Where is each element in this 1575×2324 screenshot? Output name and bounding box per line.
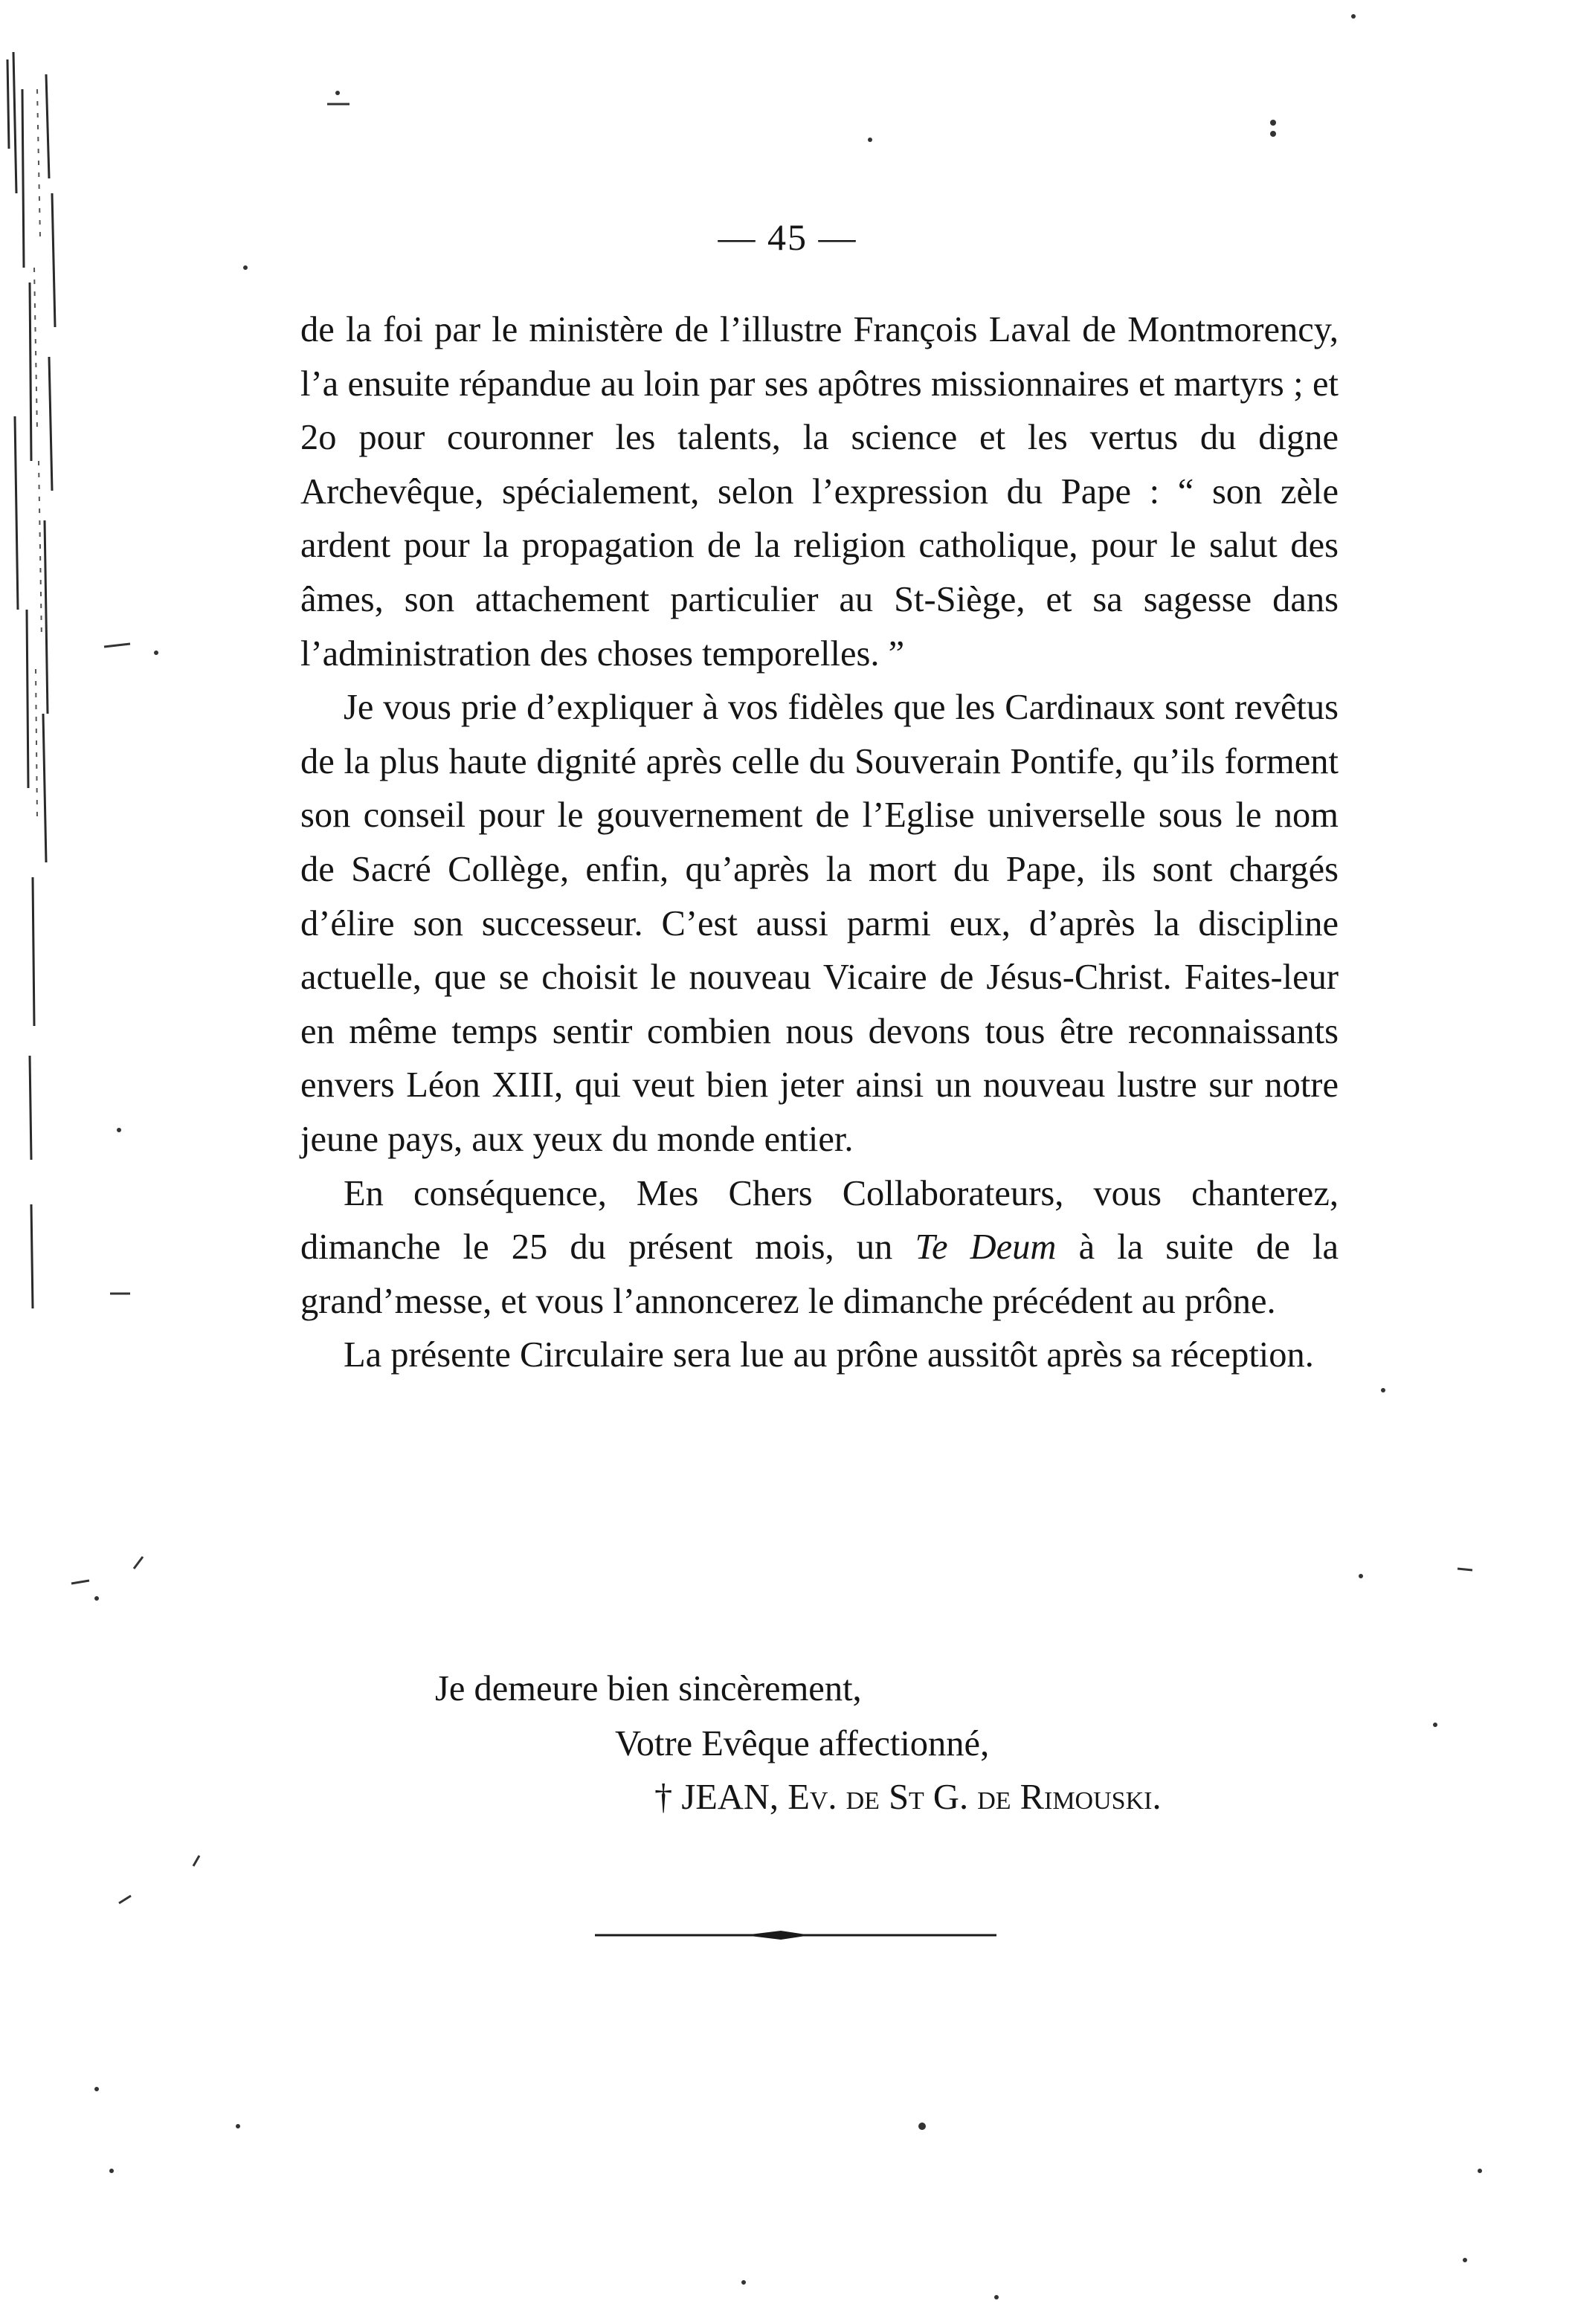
- paragraph-1: de la foi par le ministère de l’illustre François Laval de Montmorency, l’a ensuite répandue au loin par ses apôtres missionnaires et martyrs ; et 2o pour couronner les talents, la science et les vertus du digne Archevêque, spécialement, selon l’expression du Pape : “ son zèle ardent pour la propagation de la religion catholique, pour le salut des âmes, son attachement particulier au St-Siège, et sa sagesse dans l’administration des choses temporelles. ”: [300, 310, 1339, 674]
- signature-title: Ev. de St G. de Rimouski.: [788, 1778, 1162, 1817]
- closing-line-1: Je demeure bien sincèrement,: [435, 1669, 862, 1708]
- page-number: — 45 —: [718, 216, 857, 258]
- paragraph-4: La présente Circulaire sera lue au prône aussitôt après sa réception.: [344, 1335, 1314, 1375]
- paragraph-3: [300, 1167, 1339, 1329]
- end-rule-ornament: [595, 1923, 996, 1948]
- cross-glyph: †: [654, 1778, 673, 1817]
- paragraph-2: Je vous prie d’expliquer à vos fidèles que les Cardinaux sont revêtus de la plus haute dignité après celle du Souverain Pontife, qu’ils forment son conseil pour le gouvernement de l’Eglise universelle sous le nom de Sacré Collège, enfin, qu’après la mort du Pape, ils sont chargés d’élire son successeur. C’est aussi parmi eux, d’après la discipline actuelle, que se choisit le nouveau Vicaire de Jésus-Christ. Faites-leur en même temps sentir combien nous devons tous être reconnaissants envers Léon XIII, qui veut bien jeter ainsi un nouveau lustre sur notre jeune pays, aux yeux du monde entier.: [300, 688, 1339, 1159]
- te-deum-italic: Te Deum: [915, 1227, 1057, 1268]
- signature-name: JEAN,: [681, 1778, 788, 1817]
- closing-line-2: Votre Evêque affectionné,: [615, 1724, 990, 1763]
- signature: [654, 1771, 1162, 1824]
- paragraph-3-after: à la suite de la grand’messe, et vous l’annoncerez le dimanche précédent au prône.: [300, 1227, 1339, 1321]
- paragraph-3-before: En conséquence, Mes Chers Collaborateurs, vous chanterez, dimanche le 25 du présent mois, un: [300, 1173, 1339, 1268]
- body-text: [300, 303, 1339, 1383]
